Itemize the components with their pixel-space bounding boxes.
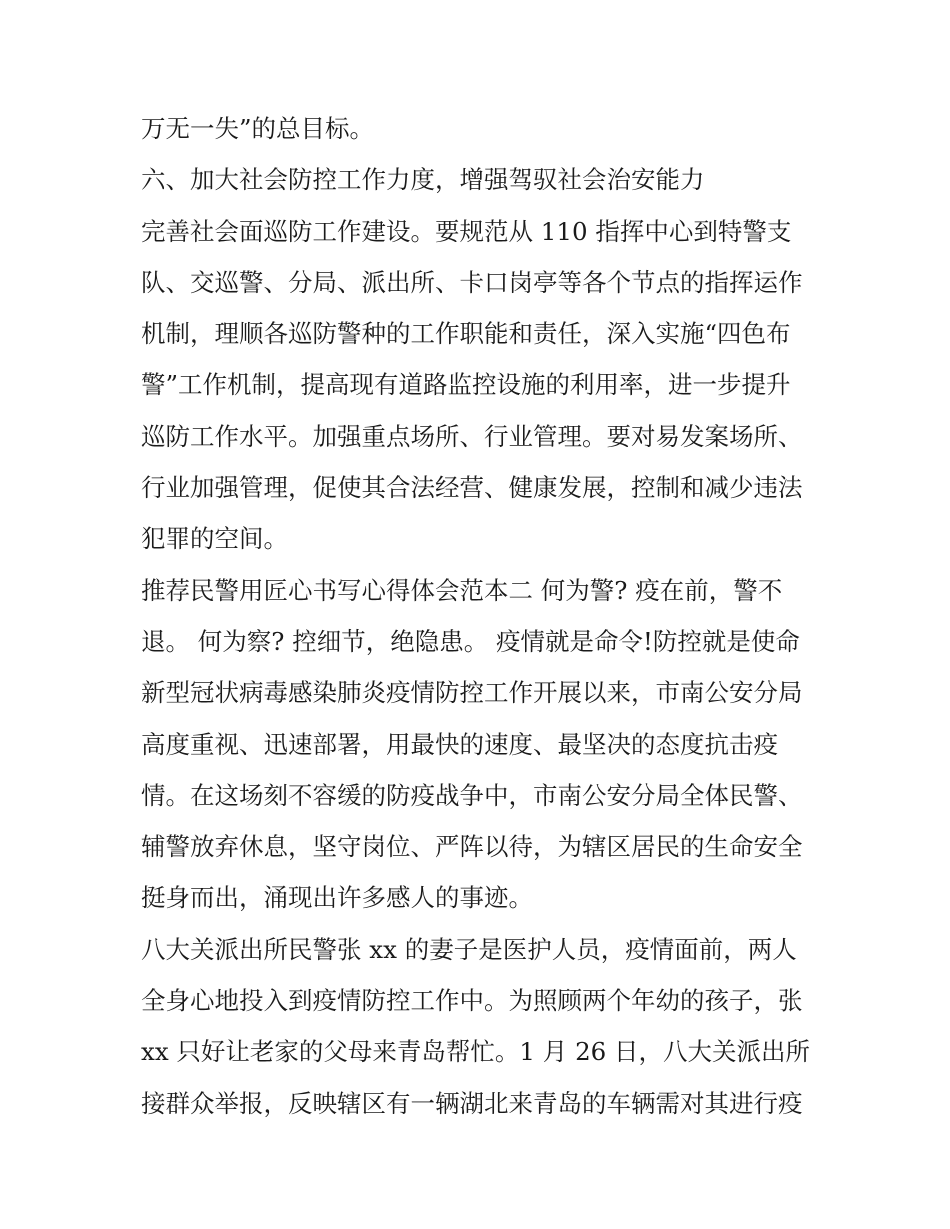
- section-heading: 六、加大社会防控工作力度，增强驾驭社会治安能力: [141, 165, 705, 195]
- text-line: 犯罪的空间。: [141, 524, 288, 554]
- text-line: 推荐民警用匠心书写心得体会范本二 何为警? 疫在前，警不: [141, 575, 783, 605]
- text-line: 挺身而出，涌现出许多感人的事迹。: [141, 883, 533, 913]
- text-line: 高度重视、迅速部署，用最快的速度、最坚决的态度抗击疫: [141, 729, 778, 759]
- text-line: 接群众举报，反映辖区有一辆湖北来青岛的车辆需对其进行疫: [141, 1088, 803, 1118]
- text-line: 八大关派出所民警张 xx 的妻子是医护人员，疫情面前，两人: [141, 934, 797, 964]
- text-line: 全身心地投入到疫情防控工作中。为照顾两个年幼的孩子，张: [141, 986, 803, 1016]
- text-line: 辅警放弃休息，坚守岗位、严阵以待，为辖区居民的生命安全: [141, 832, 803, 862]
- text-line: 机制，理顺各巡防警种的工作职能和责任，深入实施“四色布: [141, 319, 791, 349]
- text-line: 退。 何为察? 控细节，绝隐患。 疫情就是命令!防控就是使命: [141, 626, 800, 656]
- text-line: 情。在这场刻不容缓的防疫战争中，市南公安分局全体民警、: [141, 780, 803, 810]
- text-line: 警”工作机制，提高现有道路监控设施的利用率，进一步提升: [141, 370, 791, 400]
- text-line: 队、交巡警、分局、派出所、卡口岗亭等各个节点的指挥运作: [141, 267, 803, 297]
- text-line: 新型冠状病毒感染肺炎疫情防控工作开展以来，市南公安分局: [141, 678, 803, 708]
- text-line: 行业加强管理，促使其合法经营、健康发展，控制和减少违法: [141, 473, 803, 503]
- text-line: xx 只好让老家的父母来青岛帮忙。1 月 26 日，八大关派出所: [141, 1037, 811, 1067]
- text-line: 巡防工作水平。加强重点场所、行业管理。要对易发案场所、: [141, 421, 803, 451]
- text-line: 完善社会面巡防工作建设。要规范从 110 指挥中心到特警支: [141, 216, 792, 246]
- document-body: [141, 108, 831, 1134]
- text-line: 万无一失”的总目标。: [141, 114, 375, 143]
